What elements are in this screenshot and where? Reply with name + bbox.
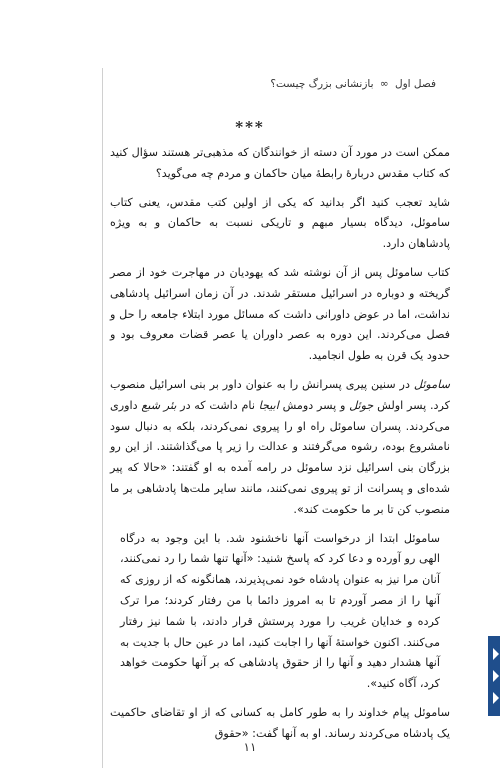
- paragraph-text: نام داشت که در: [176, 398, 259, 412]
- publisher-logo-shape: [484, 636, 500, 716]
- paragraph: کتاب ساموئل پس از آن نوشته شد که یهودیان در مهاجرت خود از مصر گریخته و دوباره در اسرائیل مستقر شدند. در آن زمان اسرائیل پادشاهی نداشت، اما در عوض داورانی داشت که مسائل مورد ابتلاء جامعه را حل و فصل می‌کردند. این دوره به عصر داوران یا عصر قضات معروف بود و حدود یک قرن به طول انجامید.: [110, 265, 450, 363]
- place-beersheba: بئر شبع: [141, 398, 177, 412]
- paragraph-text: در سنین پیری پسرانش را به عنوان داور بر بنی اسرائیل منصوب کرد. پسر اولش: [110, 377, 450, 412]
- name-abijah: ابیجا: [258, 398, 279, 412]
- page-number: ۱۱: [243, 740, 257, 754]
- chapter-label: فصل اول: [394, 78, 436, 90]
- header-separator: ∞: [379, 78, 389, 90]
- paragraph-samuel: [110, 375, 450, 521]
- paragraph-text: داوری می‌کردند. پسران ساموئل راه او را پیروی نمی‌کردند، بلکه به دنبال سود نامشروع بوده، رشوه می‌گرفتند و عدالت را زیر پا می‌گذاشتند. از این رو بزرگان بنی اسرائیل نزد ساموئل در رامه آمده به او گفتند: «حالا که پیر شده‌ای و پسرانت از تو پیروی نمی‌کنند، مانند سایر ملت‌ها پادشاهی بر ما منصوب کن تا بر ما حکومت کند».: [110, 398, 450, 516]
- paragraph: ساموئل پیام خداوند را به طور کامل به کسانی که از او تقاضای حاکمیت یک پادشاه می‌کردند رساند. او به آنها گفت: «حقوق: [110, 705, 450, 740]
- paragraph: ممکن است در مورد آن دسته از خوانندگان که مذهبی‌تر هستند سؤال کنید که کتاب مقدس دربارهٔ رابطهٔ میان حاکمان و مردم چه می‌گوید؟: [110, 146, 450, 180]
- running-header: [118, 78, 436, 90]
- block-quote: ساموئل ابتدا از درخواست آنها ناخشنود شد. با این وجود به درگاه الهی رو آورده و دعا کرد که پاسخ شنید: «آنها تنها شما را رد نمی‌کنند، آنان مرا نیز به عنوان پادشاه خود نمی‌پذیرند، همانگونه که از روزی که آنها را از مصر آوردم تا به امروز دائما با من رفتار کردند؛ مرا ترک کرده و خدایان غریب را مورد پرستش قرار دادند، با شما نیز رفتار می‌کنند. اکنون خواستهٔ آنها را اجابت کنید، اما در عین حال با جدیت به آنها هشدار دهید و آنها را از حقوق پادشاهی که بر آنها حکومت خواهد کرد، آگاه کنید».: [120, 531, 440, 691]
- publisher-logo-icon: [484, 636, 500, 716]
- paragraph-text: و پسر دومش: [278, 398, 350, 412]
- name-samuel: ساموئل: [413, 377, 450, 391]
- name-joel: جوئل: [349, 398, 374, 412]
- body-text: [110, 143, 450, 753]
- margin-rule: [102, 68, 103, 768]
- paragraph: شاید تعجب کنید اگر بدانید که یکی از اولین کتب مقدس، یعنی کتاب ساموئل، دیدگاه بسیار مبهم و تاریکی نسبت به حاکمان و به ویژه پادشاهان دارد.: [110, 195, 450, 251]
- chapter-title: بازنشانی بزرگ چیست؟: [270, 78, 374, 90]
- section-marker: ***: [235, 118, 265, 136]
